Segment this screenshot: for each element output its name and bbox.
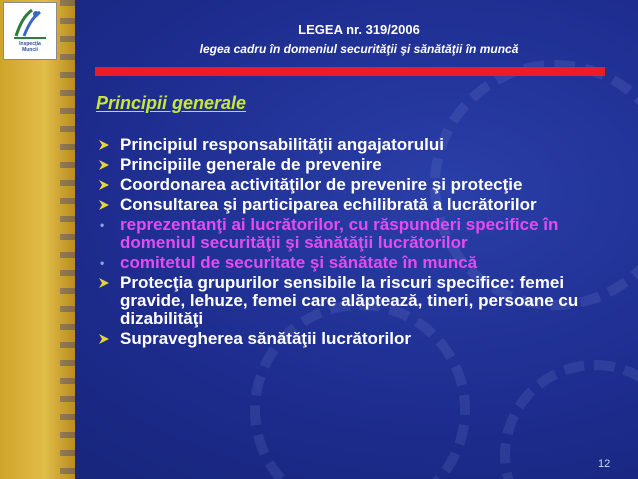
inspectia-muncii-logo-icon bbox=[10, 6, 50, 40]
logo-text-line2: Muncii bbox=[22, 47, 38, 53]
list-item-text: comitetul de securitate şi sănătate în muncă bbox=[120, 253, 478, 272]
sub-list-item bbox=[96, 216, 606, 252]
arrow-bullet-icon bbox=[96, 156, 112, 174]
section-title: Principii generale bbox=[96, 93, 247, 113]
arrow-bullet-icon bbox=[96, 176, 112, 194]
list-item-text: Principiile generale de prevenire bbox=[120, 155, 382, 174]
arrow-bullet-icon bbox=[96, 274, 112, 292]
list-item bbox=[96, 330, 606, 348]
logo-text-line1: Inspecţia bbox=[19, 41, 41, 47]
list-item bbox=[96, 136, 606, 154]
page-number: 12 bbox=[598, 458, 611, 470]
list-item bbox=[96, 156, 606, 174]
sub-list-item bbox=[96, 254, 606, 272]
dot-bullet-icon: • bbox=[100, 256, 105, 270]
arrow-bullet-icon bbox=[96, 330, 112, 348]
arrow-bullet-icon bbox=[96, 136, 112, 154]
principles-list bbox=[96, 136, 606, 350]
list-item bbox=[96, 274, 606, 328]
list-item bbox=[96, 176, 606, 194]
strip-teeth bbox=[60, 0, 75, 479]
arrow-bullet-icon bbox=[96, 196, 112, 214]
list-item-text: Consultarea şi participarea echilibrată a lucrătorilor bbox=[120, 195, 537, 214]
background-gear bbox=[500, 360, 638, 479]
list-item-text: Protecţia grupurilor sensibile la riscuri specifice: femei gravide, lehuze, femei care alăptează, tineri, persoane cu dizabilităţi bbox=[120, 273, 579, 328]
title-divider-bar bbox=[95, 67, 605, 76]
slide-subtitle: legea cadru în domeniul securităţii şi sănătăţii în muncă bbox=[199, 42, 519, 56]
list-item-text: reprezentanţi ai lucrătorilor, cu răspunderi specifice în domeniul securităţii şi sănătăţii lucrătorilor bbox=[120, 215, 559, 252]
list-item bbox=[96, 196, 606, 214]
list-item-text: Coordonarea activităţilor de prevenire şi protecţie bbox=[120, 175, 523, 194]
dot-bullet-icon: • bbox=[100, 218, 105, 232]
logo bbox=[3, 2, 57, 60]
list-item-text: Principiul responsabilităţii angajatorului bbox=[120, 135, 444, 154]
slide-title: LEGEA nr. 319/2006 bbox=[298, 22, 420, 37]
list-item-text: Supravegherea sănătăţii lucrătorilor bbox=[120, 329, 411, 348]
